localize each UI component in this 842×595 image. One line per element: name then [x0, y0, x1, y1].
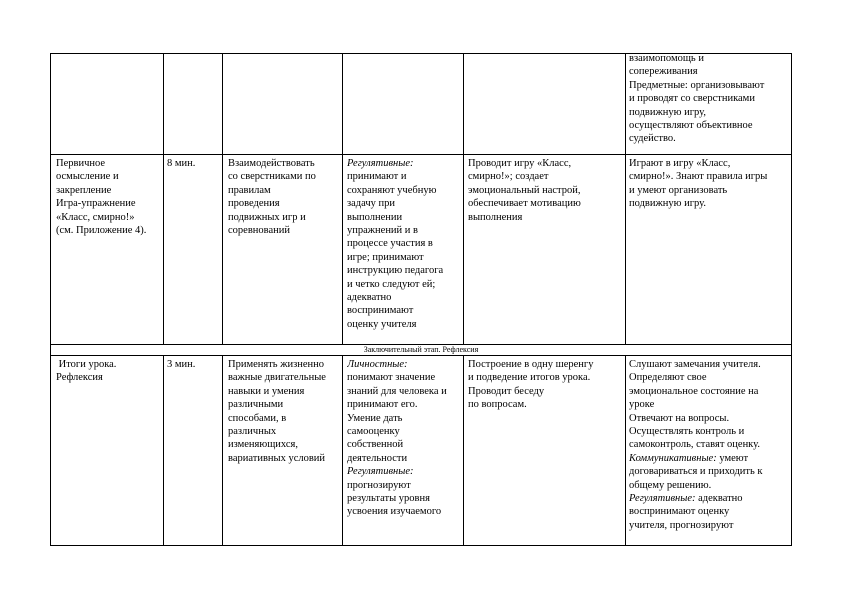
row2-teacher-activity: Проводит игру «Класс, смирно!»; создает эмоциональный настрой, обеспечивает мотивацию выполнения: [468, 158, 581, 223]
row2-stage: Первичное осмысление и закрепление Игра-упражнение «Класс, смирно!» (см. Приложение 4).: [56, 158, 147, 237]
communicative-line: Коммуникативные: умеют: [629, 452, 749, 464]
row2-goals: Взаимодействовать со сверстниками по правилам проведения подвижных игр и соревнований: [228, 158, 316, 237]
col-border-4: [463, 53, 464, 345]
row-divider-1: [50, 154, 792, 155]
student-regulative-heading: Регулятивные:: [629, 493, 696, 505]
col-border-2: [222, 53, 223, 345]
col-border-3-b: [342, 355, 343, 546]
row-divider-3: [50, 355, 792, 356]
row3-goals: Применять жизненно важные двигательные навыки и умения различными способами, в различных изменяющихся, вариативных условий: [228, 359, 326, 464]
col-border-left-b: [50, 355, 51, 546]
col-border-5: [625, 53, 626, 345]
row3-teacher-activity: Построение в одну шеренгу и подведение итогов урока. Проводит беседу по вопросам.: [468, 359, 594, 411]
section-title: Заключительный этап. Рефлексия: [363, 345, 479, 354]
col-border-2-b: [222, 355, 223, 546]
uud-personal-heading: Личностные:: [347, 359, 408, 370]
row1-student-activity: взаимопомощь и сопереживания Предметные: организовывают и проводят со сверстниками подвижную игру, осуществляют объективное судейство.: [629, 53, 765, 145]
uud-regulative-heading-2: Регулятивные:: [347, 466, 414, 478]
row2-student-activity: Играют в игру «Класс, смирно!». Знают правила игры и умеют организовать подвижную игру.: [629, 158, 768, 210]
row2-uud: Регулятивные: принимают и сохраняют учебную задачу при выполнении упражнений и в процессе участия в игре; принимают инструкцию педагога и четко следуют ей; адекватно воспринимают оценку учителя: [347, 157, 462, 343]
col-border-5-b: [625, 355, 626, 546]
col-border-4-b: [463, 355, 464, 546]
col-border-right-b: [791, 355, 792, 546]
row3-student-activity: Слушают замечания учителя. Определяют свое эмоциональное состояние на уроке Отвечают на вопросы. Осуществлять контроль и самоконтроль, ставят оценку. Коммуникативные: умеют договариваться и приходить к общему решению. Регулятивные: адекватно воспринимают оценку учителя, прогнозируют: [629, 358, 791, 544]
col-border-left: [50, 53, 51, 345]
col-border-1: [163, 53, 164, 345]
table-bottom-border: [50, 545, 792, 546]
col-border-1-b: [163, 355, 164, 546]
col-border-right: [791, 53, 792, 345]
col-border-3: [342, 53, 343, 345]
row3-stage: Итоги урока. Рефлексия: [56, 359, 117, 384]
row3-uud: Личностные: понимают значение знаний для человека и принимают его. Умение дать самооценку собственной деятельности Регулятивные: прогнозируют результаты уровня усвоения изучаемого: [347, 358, 462, 544]
regulative-line: Регулятивные: адекватно: [629, 493, 743, 505]
row2-time: 8 мин.: [167, 158, 196, 169]
uud-regulative-heading: Регулятивные:: [347, 158, 414, 169]
row3-time: 3 мин.: [167, 359, 196, 370]
communicative-heading: Коммуникативные:: [629, 452, 717, 464]
